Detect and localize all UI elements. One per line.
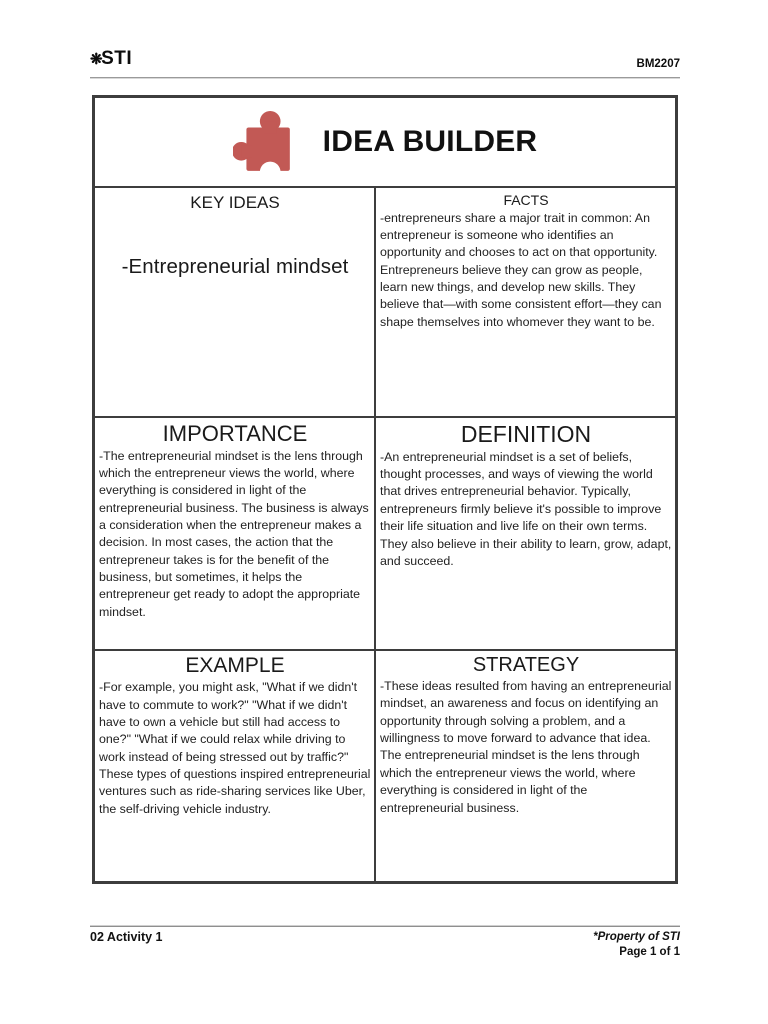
idea-builder-table — [92, 95, 678, 884]
activity-label: 02 Activity 1 — [90, 930, 163, 944]
key-ideas-heading: KEY IDEAS — [190, 193, 280, 212]
importance-body: -The entrepreneurial mindset is the lens through which the entrepreneur views the world, where everything is considered in light of the entrepreneurial business. The business is always a consideration when the entrepreneur makes a decision. In most cases, the action that the entrepreneur takes is for the benefit of the business, but sometimes, it helps the entrepreneur get ready to adopt the appropriate mindset. — [99, 448, 369, 619]
footer-divider — [90, 925, 680, 927]
example-heading: EXAMPLE — [185, 654, 285, 677]
sti-logo — [90, 48, 132, 70]
title-row — [94, 97, 676, 187]
facts-heading: FACTS — [503, 192, 549, 208]
facts-cell — [375, 187, 676, 417]
document-footer — [90, 930, 680, 960]
course-code: BM2207 — [636, 58, 680, 70]
sti-logo-text: STI — [101, 48, 133, 69]
sti-swirl-icon: ❋ — [90, 50, 104, 68]
key-ideas-body: -Entrepreneurial mindset — [121, 255, 349, 279]
strategy-cell — [375, 650, 676, 882]
example-body: -For example, you might ask, "What if we didn't have to commute to work?" "What if we didn't have to own a vehicle but still had access to one?" "What if we could relax while driving to work instead of being stressed out by traffic?" These types of questions inspired entrepreneurial ventures such as ride-sharing services like Uber, the self-driving vehicle industry. — [99, 680, 371, 816]
definition-cell — [375, 417, 676, 650]
importance-heading: IMPORTANCE — [162, 421, 308, 446]
puzzle-piece-icon — [233, 110, 295, 176]
facts-body: -entrepreneurs share a major trait in common: An entrepreneur is someone who identifies an opportunity and chooses to act on that opportunity. Entrepreneurs believe they can grow as people, learn new things, and develop new skills. They believe that—with some consistent effort—they can shape themselves into whomever they want to be. — [380, 210, 662, 329]
key-ideas-cell — [94, 187, 375, 417]
page-indicator: Page 1 of 1 — [619, 945, 680, 958]
definition-heading: DEFINITION — [460, 421, 592, 447]
strategy-body: -These ideas resulted from having an entrepreneurial mindset, an awareness and focus on identifying an opportunity through solving a problem, and a willingness to move forward to advance that idea. The entrepreneurial mindset is the lens through which the entrepreneur views the world, where everything is considered in light of the entrepreneurial business. — [380, 679, 672, 815]
footer-right-block — [593, 930, 680, 960]
importance-cell — [94, 417, 375, 650]
header-divider — [90, 77, 680, 79]
document-header — [90, 48, 680, 70]
page-title: IDEA BUILDER — [322, 125, 538, 158]
example-cell — [94, 650, 375, 882]
strategy-heading: STRATEGY — [472, 654, 580, 676]
definition-body: -An entrepreneurial mindset is a set of beliefs, thought processes, and ways of viewing the world that drives entrepreneurial behavior. Typically, entrepreneurs firmly believe it's possible to improve their life situation and live life on their own terms. They also believe in their ability to learn, grow, adapt, and succeed. — [380, 449, 672, 568]
property-note: *Property of STI — [593, 931, 680, 943]
